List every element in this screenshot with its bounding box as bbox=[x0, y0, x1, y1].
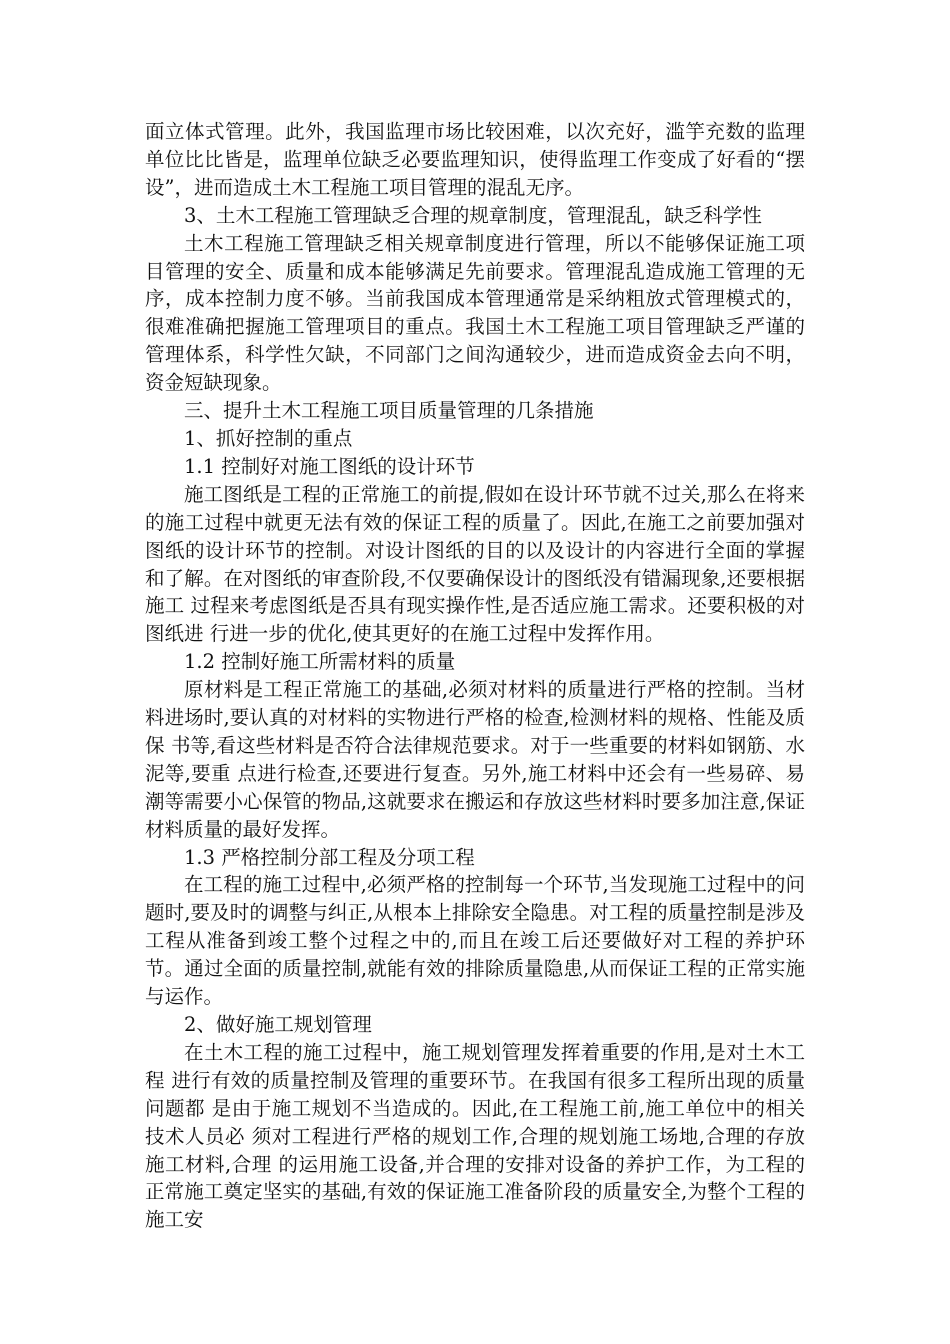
paragraph-sub-projects: 在工程的施工过程中,必须严格的控制每一个环节,当发现施工过程中的问题时,要及时的调整与纠正,从根本上排除安全隐患。对工程的质量控制是涉及 工程从准备到竣工整个过程之中的,而且在竣工后还要做好对工程的养护环节。通过全面的质量控制,就能有效的排除质量隐患,从而保证工程的正常实施与运作。 bbox=[145, 873, 805, 1009]
paragraph-construction-planning: 在土木工程的施工过程中，施工规划管理发挥着重要的作用,是对土木工程 进行有效的质量控制及管理的重要环节。在我国有很多工程所出现的质量问题都 是由于施工规划不当造成的。因此,在工程施工前,施工单位中的相关技术人员必 须对工程进行严格的规划工作,合理的规划施工场地,合理的存放施工材料,合理 的运用施工设备,并合理的安排对设备的养护工作，为工程的正常施工奠定坚实的基础,有效的保证施工准备阶段的质量安全,为整个工程的施工安 bbox=[145, 1040, 805, 1232]
heading-lack-of-regulations: 3、土木工程施工管理缺乏合理的规章制度，管理混乱，缺乏科学性 bbox=[184, 203, 762, 227]
paragraph-continued-supervision: 面立体式管理。此外，我国监理市场比较困难，以次充好，滥竽充数的监理单位比比皆是，监理单位缺乏必要监理知识，使得监理工作变成了好看的“摆设”，进而造成土木工程施工项目管理的混乱无序。 bbox=[145, 120, 805, 199]
paragraph-drawing-design: 施工图纸是工程的正常施工的前提,假如在设计环节就不过关,那么在将来 的施工过程中就更无法有效的保证工程的质量了。因此,在施工之前要加强对图纸的设计环节的控制。对设计图纸的目的以及设计的内容进行全面的掌握和了解。在对图纸的审查阶段,不仅要确保设计的图纸没有错漏现象,还要根据施工 过程来考虑图纸是否具有现实操作性,是否适应施工需求。还要积极的对图纸进 行进一步的优化,使其更好的在施工过程中发挥作用。 bbox=[145, 482, 805, 646]
heading-1-1-drawing-design: 1.1 控制好对施工图纸的设计环节 bbox=[184, 454, 475, 478]
paragraph-regulations: 土木工程施工管理缺乏相关规章制度进行管理，所以不能够保证施工项目管理的安全、质量和成本能够满足先前要求。管理混乱造成施工管理的无序，成本控制力度不够。当前我国成本管理通常是采纳粗放式管理模式的，很难准确把握施工管理项目的重点。我国土木工程施工项目管理缺乏严谨的管理体系，科学性欠缺，不同部门之间沟通较少，进而造成资金去向不明，资金短缺现象。 bbox=[145, 231, 805, 395]
heading-1-3-sub-projects: 1.3 严格控制分部工程及分项工程 bbox=[184, 845, 475, 869]
document-body bbox=[145, 118, 805, 1234]
paragraph-material-quality: 原材料是工程正常施工的基础,必须对材料的质量进行严格的控制。当材料进场时,要认真的对材料的实物进行严格的检查,检测材料的规格、性能及质保 书等,看这些材料是否符合法律规范要求。对于一些重要的材料如钢筋、水泥等,要重 点进行检查,还要进行复查。另外,施工材料中还会有一些易碎、易潮等需要小心保管的物品,这就要求在搬运和存放这些材料时要多加注意,保证材料质量的最好发挥。 bbox=[145, 678, 805, 841]
heading-construction-planning: 2、做好施工规划管理 bbox=[184, 1013, 372, 1036]
heading-1-2-material-quality: 1.2 控制好施工所需材料的质量 bbox=[184, 650, 456, 674]
heading-control-key-points: 1、抓好控制的重点 bbox=[184, 426, 353, 450]
heading-section-three: 三、提升土木工程施工项目质量管理的几条措施 bbox=[184, 399, 594, 423]
